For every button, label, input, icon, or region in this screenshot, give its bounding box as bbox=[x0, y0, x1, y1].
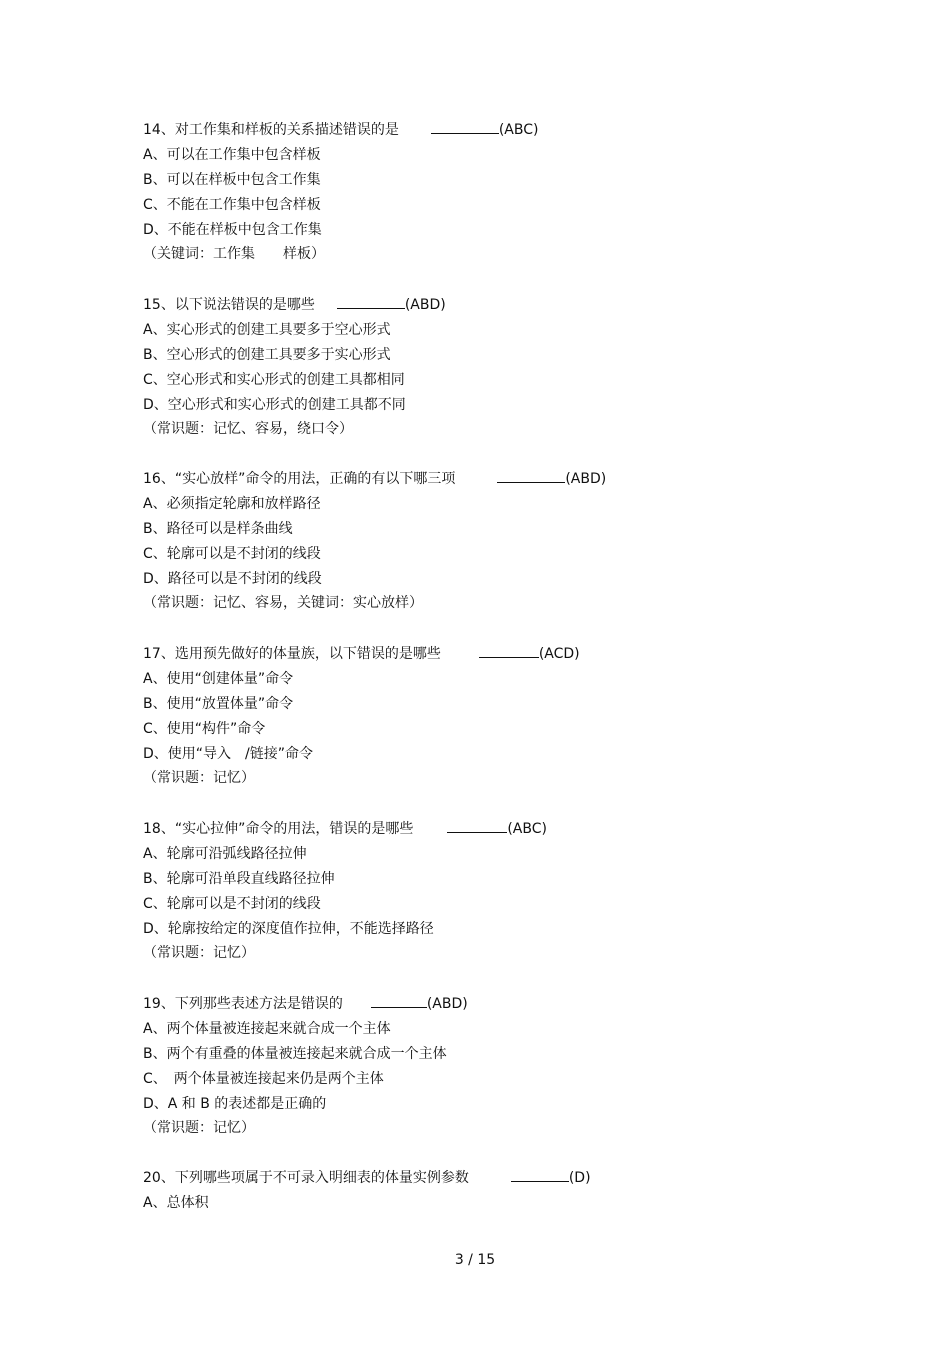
answer-key: (ABD) bbox=[404, 297, 446, 313]
answer-blank bbox=[337, 294, 405, 309]
option-b: B、两个有重叠的体量被连接起来就合成一个主体 bbox=[143, 1046, 447, 1062]
option-d: D、A 和 B 的表述都是正确的 bbox=[143, 1096, 327, 1112]
option-a: A、实心形式的创建工具要多于空心形式 bbox=[143, 322, 391, 338]
question-stem: 16、“实心放样”命令的用法，正确的有以下哪三项 bbox=[143, 471, 456, 487]
question-stem: 14、对工作集和样板的关系描述错误的是 bbox=[143, 122, 399, 138]
option-d: D、空心形式和实心形式的创建工具都不同 bbox=[143, 397, 406, 413]
option-c: C、轮廓可以是不封闭的线段 bbox=[143, 546, 321, 562]
question-17 bbox=[143, 642, 843, 789]
question-stem: 20、下列哪些项属于不可录入明细表的体量实例参数 bbox=[143, 1170, 469, 1186]
question-stem-line bbox=[143, 293, 843, 318]
question-stem-line bbox=[143, 817, 843, 842]
option-c: C、使用“构件”命令 bbox=[143, 721, 266, 737]
question-stem: 17、选用预先做好的体量族，以下错误的是哪些 bbox=[143, 646, 441, 662]
question-16 bbox=[143, 467, 843, 614]
option-a: A、使用“创建体量”命令 bbox=[143, 671, 294, 687]
option-c: C、空心形式和实心形式的创建工具都相同 bbox=[143, 372, 405, 388]
answer-key: (ABD) bbox=[426, 996, 468, 1012]
answer-key: (ABC) bbox=[498, 122, 539, 138]
answer-key: (D) bbox=[568, 1170, 591, 1186]
question-stem: 18、“实心拉伸”命令的用法，错误的是哪些 bbox=[143, 821, 414, 837]
answer-blank bbox=[431, 119, 499, 134]
option-b: B、空心形式的创建工具要多于实心形式 bbox=[143, 347, 391, 363]
option-b: B、使用“放置体量”命令 bbox=[143, 696, 294, 712]
answer-blank bbox=[497, 468, 565, 483]
question-stem-line bbox=[143, 642, 843, 667]
question-stem-line bbox=[143, 1166, 843, 1191]
question-stem-line bbox=[143, 467, 843, 492]
answer-blank bbox=[479, 643, 539, 658]
option-a: A、可以在工作集中包含样板 bbox=[143, 147, 321, 163]
option-d: D、不能在样板中包含工作集 bbox=[143, 222, 322, 238]
option-d: D、轮廓按给定的深度值作拉伸，不能选择路径 bbox=[143, 921, 434, 937]
answer-blank bbox=[511, 1167, 569, 1182]
option-b: B、轮廓可沿单段直线路径拉伸 bbox=[143, 871, 335, 887]
question-note: （常识题：记忆） bbox=[143, 945, 255, 961]
question-14 bbox=[143, 118, 843, 265]
option-c: C、 两个体量被连接起来仍是两个主体 bbox=[143, 1071, 384, 1087]
question-note: （关键词：工作集 样板） bbox=[143, 246, 325, 262]
page-number: 3 / 15 bbox=[454, 1252, 496, 1268]
question-19 bbox=[143, 992, 843, 1139]
question-stem: 15、以下说法错误的是哪些 bbox=[143, 297, 315, 313]
question-20 bbox=[143, 1166, 843, 1216]
question-stem: 19、下列那些表述方法是错误的 bbox=[143, 996, 343, 1012]
answer-key: (ABD) bbox=[565, 471, 607, 487]
answer-key: (ABC) bbox=[507, 821, 547, 837]
question-15 bbox=[143, 293, 843, 440]
option-a: A、总体积 bbox=[143, 1195, 209, 1211]
option-a: A、两个体量被连接起来就合成一个主体 bbox=[143, 1021, 391, 1037]
question-stem-line bbox=[143, 118, 843, 143]
option-a: A、轮廓可沿弧线路径拉伸 bbox=[143, 846, 307, 862]
option-c: C、不能在工作集中包含样板 bbox=[143, 197, 321, 213]
option-a: A、必须指定轮廓和放样路径 bbox=[143, 496, 321, 512]
question-stem-line bbox=[143, 992, 843, 1017]
question-note: （常识题：记忆） bbox=[143, 1120, 255, 1136]
option-b: B、路径可以是样条曲线 bbox=[143, 521, 293, 537]
question-note: （常识题：记忆、容易，绕口令） bbox=[143, 421, 353, 437]
answer-key: (ACD) bbox=[538, 646, 580, 662]
option-d: D、使用“导入 /链接”命令 bbox=[143, 746, 314, 762]
option-d: D、路径可以是不封闭的线段 bbox=[143, 571, 322, 587]
question-note: （常识题：记忆） bbox=[143, 770, 255, 786]
answer-blank bbox=[371, 993, 427, 1008]
option-c: C、轮廓可以是不封闭的线段 bbox=[143, 896, 321, 912]
answer-blank bbox=[447, 818, 507, 833]
question-18 bbox=[143, 817, 843, 964]
question-note: （常识题：记忆、容易，关键词：实心放样） bbox=[143, 595, 423, 611]
option-b: B、可以在样板中包含工作集 bbox=[143, 172, 321, 188]
